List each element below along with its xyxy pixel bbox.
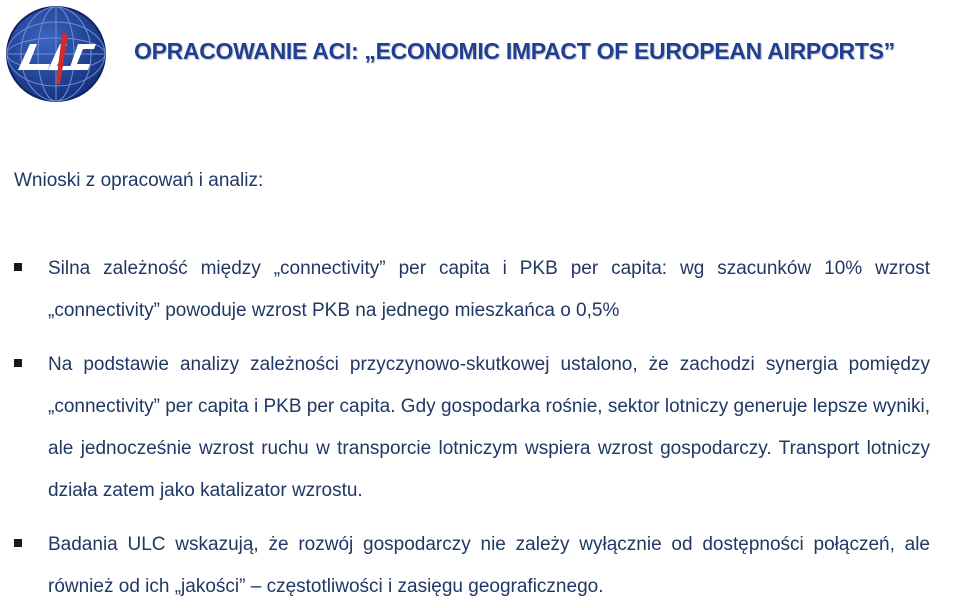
page-title: OPRACOWANIE ACI: „ECONOMIC IMPACT OF EUROPEAN AIRPORTS” <box>134 38 895 64</box>
square-bullet-icon <box>14 359 22 367</box>
intro-heading: Wnioski z opracowań i analiz: <box>14 170 264 191</box>
list-item <box>14 344 930 512</box>
bullet-text: Badania ULC wskazują, że rozwój gospodarczy nie zależy wyłącznie od dostępności połączeń, ale również od ich „jakości” – częstotliwości i zasięgu geograficznego. <box>48 534 930 597</box>
bullet-text: Silna zależność między „connectivity” per capita i PKB per capita: wg szacunków 10% wzrost „connectivity” powoduje wzrost PKB na jednego mieszkańca o 0,5% <box>48 258 930 321</box>
square-bullet-icon <box>14 539 22 547</box>
header-divider <box>0 110 960 111</box>
ulc-logo-icon <box>4 4 108 104</box>
bullet-list <box>14 248 930 608</box>
ulc-logo <box>4 4 108 104</box>
list-item <box>14 524 930 608</box>
list-item <box>14 248 930 332</box>
square-bullet-icon <box>14 263 22 271</box>
bullet-text: Na podstawie analizy zależności przyczynowo-skutkowej ustalono, że zachodzi synergia pomiędzy „connectivity” per capita i PKB per capita. Gdy gospodarka rośnie, sektor lotniczy generuje lepsze wyniki, ale jednocześnie wzrost ruchu w transporcie lotniczym wspiera wzrost gospodarczy. Transport lotniczy działa zatem jako katalizator wzrostu. <box>48 354 930 501</box>
